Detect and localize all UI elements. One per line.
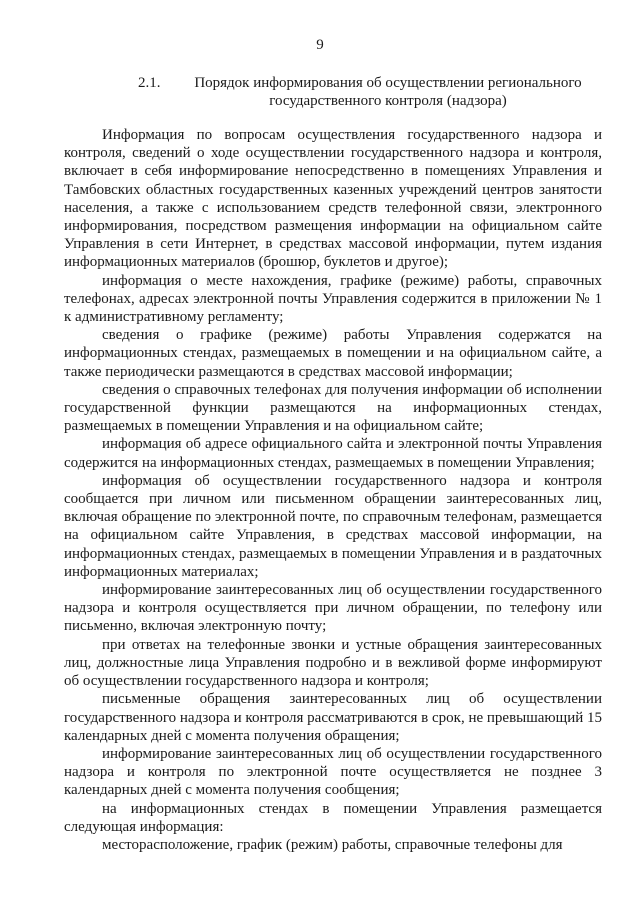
paragraph-information-scope: Информация по вопросам осуществления государственного надзора и контроля, сведений о ходе осуществлении государственного надзора и контроля, включает в себя информирование непосредственно в помещениях Управления и Тамбовских областных государственных казенных учреждений центров занятости населения, а также с использованием средств телефонной связи, электронного информирования, посредством размещения информации на официальном сайте Управления в сети Интернет, в средствах массовой информации, путем издания информационных материалов (брошюр, буклетов и другое);	[64, 127, 602, 271]
paragraph-informing-methods: информирование заинтересованных лиц об осуществлении государственного надзора и контроля осуществляется при личном обращении, по телефону или письменно, включая электронную почту;	[64, 582, 602, 635]
paragraph-location-schedule: информация о месте нахождения, графике (режиме) работы, справочных телефонах, адресах электронной почты Управления содержится в приложении № 1 к административному регламенту;	[64, 272, 602, 326]
paragraph-reference-phones: сведения о справочных телефонах для получения информации об исполнении государственной функции размещаются на информационных стендах, размещаемых в помещении Управления и на официальном сайте;	[64, 381, 602, 435]
paragraph-phone-answers: при ответах на телефонные звонки и устные обращения заинтересованных лиц, должностные лица Управления подробно и в вежливой форме информируют об осуществлении государственного надзора и контроля;	[64, 636, 602, 690]
paragraph-supervision-info: информация об осуществлении государственного надзора и контроля сообщается при личном или письменном обращении заинтересованных лиц, включая обращение по электронной почте, по справочным телефонам, размещается на официальном сайте Управления, в средствах массовой информации, на информационных стендах, размещаемых в помещении Управления и в раздаточных информационных материалах;	[64, 472, 602, 580]
section-number: 2.1.	[138, 75, 161, 91]
paragraph-written-requests: письменные обращения заинтересованных лиц об осуществлении государственного надзора и контроля рассматриваются в срок, не превышающий 15 календарных дней с момента получения обращения;	[64, 691, 602, 744]
paragraph-location-list: месторасположение, график (режим) работы, справочные телефоны для	[102, 836, 563, 853]
section-title: Порядок информирования об осуществлении регионального государственного контроля (надзора)	[194, 75, 582, 109]
paragraph-website-email: информация об адресе официального сайта и электронной почты Управления содержится на информационных стендах, размещаемых в помещении Управления;	[64, 436, 602, 471]
body-text	[64, 126, 602, 854]
paragraph-email-informing: информирование заинтересованных лиц об осуществлении государственного надзора и контроля по электронной почте осуществляется не позднее 3 календарных дней с момента получения сообщения;	[64, 745, 602, 799]
paragraph-schedule-info: сведения о графике (режиме) работы Управления содержатся на информационных стендах, размещаемых в помещении и на официальном сайте, а также периодически размещаются в средствах массовой информации;	[64, 327, 602, 380]
paragraph-stands-info: на информационных стендах в помещении Управления размещается следующая информация:	[64, 800, 602, 835]
page-number: 9	[316, 37, 324, 53]
